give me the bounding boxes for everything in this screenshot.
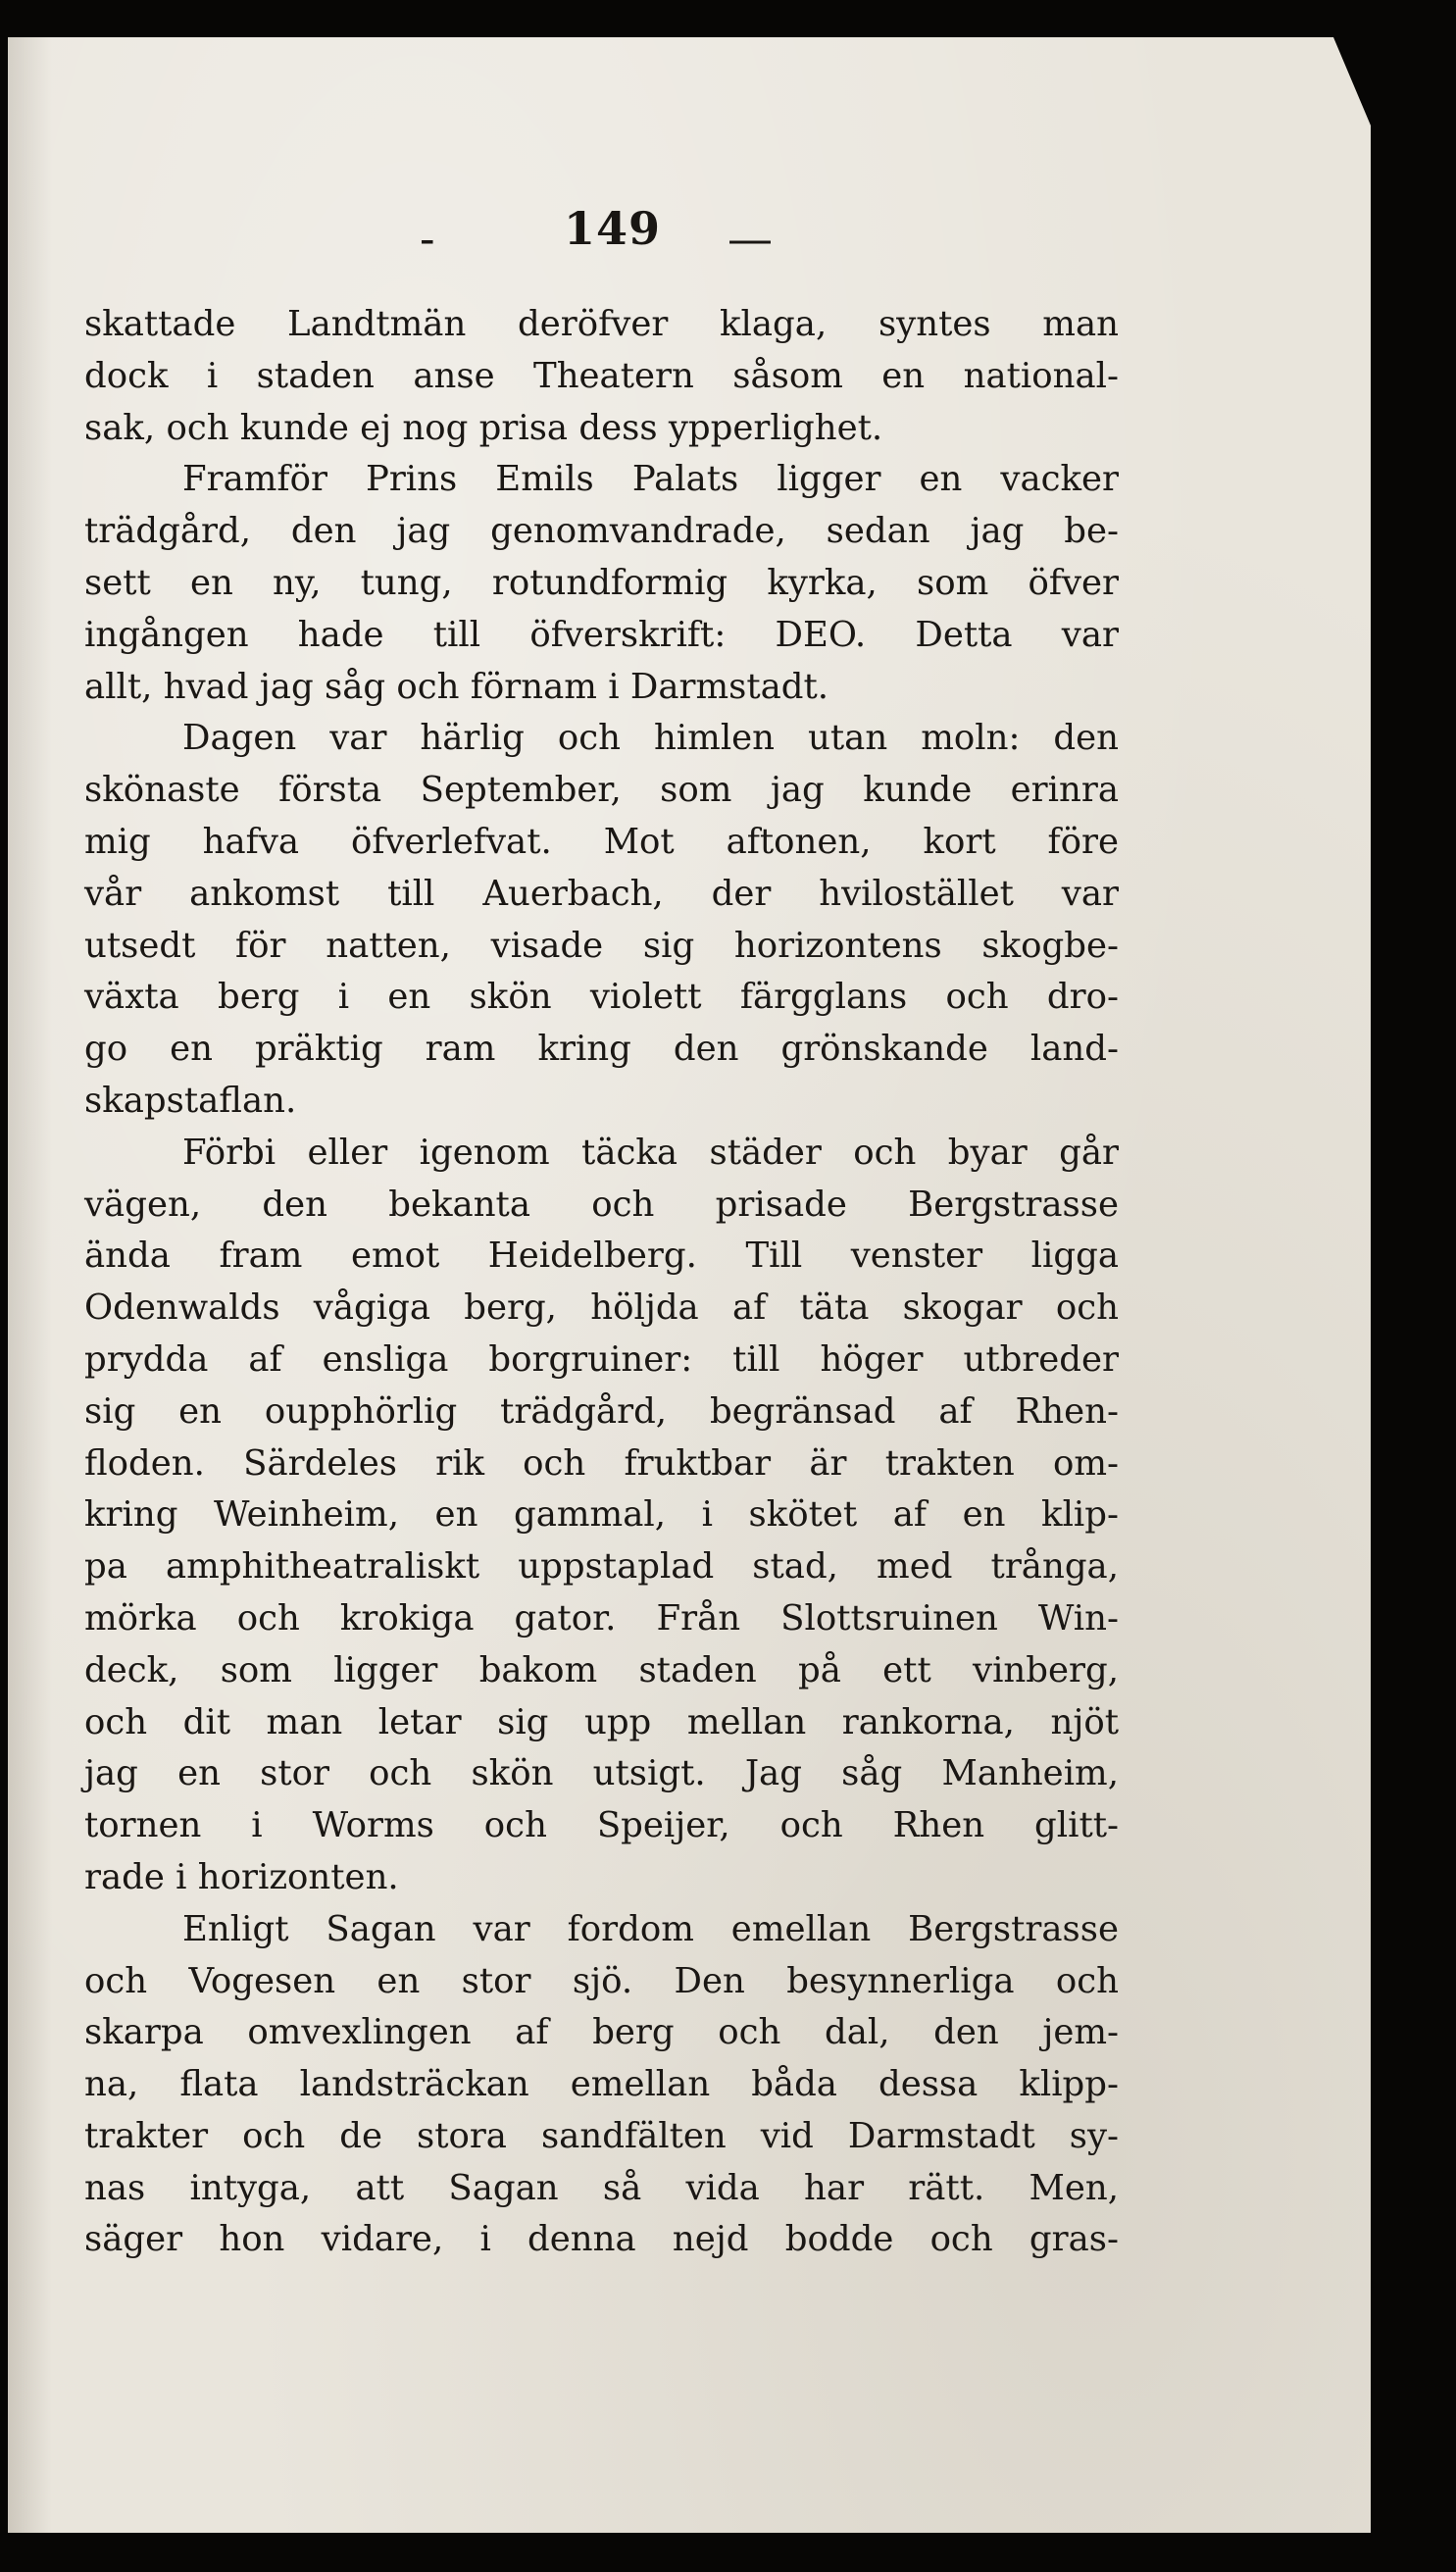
text-line: säger hon vidare, i denna nejd bodde och gras- — [84, 2219, 1119, 2260]
text-line: ingången hade till öfverskrift: DEO. Detta var — [84, 614, 1119, 655]
text-line: skapstaflan. — [84, 1080, 297, 1121]
text-line: prydda af ensliga borgruiner: till höger utbreder — [84, 1338, 1119, 1380]
text-line: kring Weinheim, en gammal, i skötet af en klip- — [84, 1494, 1119, 1536]
text-line: trädgård, den jag genomvandrade, sedan jag be- — [84, 511, 1119, 552]
text-line: och Vogesen en stor sjö. Den besynnerliga och — [84, 1960, 1119, 2001]
text-line: pa amphitheatraliskt uppstaplad stad, med trånga, — [84, 1546, 1119, 1588]
text-line: mörka och krokiga gator. Från Slottsruinen Win- — [84, 1597, 1119, 1639]
text-line: utsedt för natten, visade sig horizontens skogbe- — [84, 925, 1119, 966]
text-line: Odenwalds vågiga berg, höljda af täta skogar och — [84, 1287, 1119, 1329]
text-line: tornen i Worms och Speijer, och Rhen glitt- — [84, 1805, 1119, 1846]
text-line: sak, och kunde ej nog prisa dess ypperlighet. — [84, 407, 883, 448]
page-number: 149 — [564, 202, 662, 255]
text-line: vår ankomst till Auerbach, der hvilostället var — [84, 873, 1119, 914]
paragraph-start-line: Framför Prins Emils Palats ligger en vacker — [182, 459, 1119, 500]
text-line: jag en stor och skön utsigt. Jag såg Manheim, — [84, 1753, 1119, 1794]
text-line: deck, som ligger bakom staden på ett vinberg, — [84, 1649, 1119, 1690]
text-line: och dit man letar sig upp mellan rankorna, njöt — [84, 1701, 1119, 1742]
header-left-mark: ‐ — [420, 212, 435, 265]
text-line: vägen, den bekanta och prisade Bergstrasse — [84, 1184, 1119, 1225]
text-line: rade i horizonten. — [84, 1856, 399, 1897]
text-line: go en präktig ram kring den grönskande land- — [84, 1029, 1119, 1070]
text-line: nas intyga, att Sagan så vida har rätt. Men, — [84, 2167, 1119, 2208]
header-right-mark: — — [728, 212, 773, 265]
text-line: ända fram emot Heidelberg. Till venster ligga — [84, 1236, 1119, 1277]
text-line: trakter och de stora sandfälten vid Darmstadt sy- — [84, 2115, 1119, 2156]
text-line: skattade Landtmän deröfver klaga, syntes man — [84, 304, 1119, 344]
text-line: mig hafva öfverlefvat. Mot aftonen, kort före — [84, 821, 1119, 862]
text-line: skarpa omvexlingen af berg och dal, den jem- — [84, 2012, 1119, 2053]
text-line: växta berg i en skön violett färgglans och dro- — [84, 977, 1119, 1018]
text-line: dock i staden anse Theatern såsom en national- — [84, 355, 1119, 396]
paragraph-start-line: Dagen var härlig och himlen utan moln: den — [182, 718, 1119, 759]
paragraph-start-line: Förbi eller igenom täcka städer och byar går — [182, 1132, 1119, 1173]
text-line: floden. Särdeles rik och fruktbar är trakten om- — [84, 1442, 1119, 1484]
paragraph-start-line: Enligt Sagan var fordom emellan Bergstrasse — [182, 1908, 1119, 1949]
text-line: allt, hvad jag såg och förnam i Darmstadt. — [84, 666, 829, 707]
text-line: sett en ny, tung, rotundformig kyrka, som öfver — [84, 562, 1119, 603]
text-line: skönaste första September, som jag kunde erinra — [84, 770, 1119, 811]
text-line: na, flata landsträckan emellan båda dessa klipp- — [84, 2064, 1119, 2105]
page-header — [0, 202, 1456, 290]
body-text — [84, 299, 1119, 2266]
text-line: sig en oupphörlig trädgård, begränsad af Rhen- — [84, 1390, 1119, 1432]
